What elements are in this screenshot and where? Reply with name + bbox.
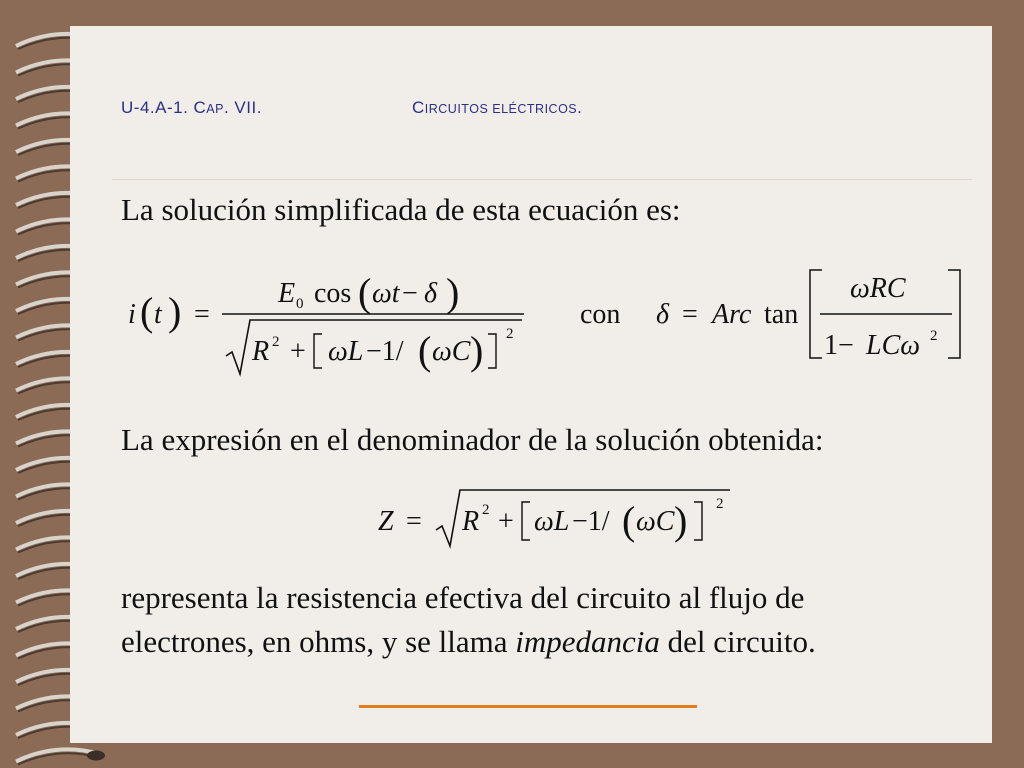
svg-text:−: − (402, 278, 418, 309)
svg-text:R: R (252, 336, 270, 367)
svg-text:): ) (674, 498, 688, 543)
svg-text:1−: 1− (824, 330, 854, 361)
svg-text:ωRC: ωRC (850, 273, 906, 304)
svg-text:i: i (128, 299, 136, 330)
impedancia-term: impedancia (515, 624, 660, 659)
svg-text:+: + (498, 506, 514, 537)
svg-text:2: 2 (506, 326, 514, 342)
svg-text:=: = (406, 506, 422, 537)
denominator-text: La expresión en el denominador de la solución obtenida: (121, 422, 824, 457)
svg-text:ωC: ωC (432, 336, 471, 367)
binding-hole (87, 751, 105, 761)
svg-text:ωt: ωt (372, 278, 400, 309)
svg-text:Arc: Arc (712, 299, 752, 330)
svg-text:ωL: ωL (328, 336, 364, 367)
svg-text:0: 0 (296, 296, 304, 312)
current-equation (118, 262, 538, 382)
svg-text:−1/: −1/ (366, 336, 404, 367)
con-label: con (580, 299, 621, 330)
conclusion-line-1: representa la resistencia efectiva del circuito al flujo de (121, 580, 805, 615)
phase-equation (652, 262, 972, 372)
svg-text:ωC: ωC (636, 506, 675, 537)
svg-text:cos: cos (314, 278, 352, 309)
svg-text:2: 2 (716, 496, 724, 512)
conclusion-line-2: electrones, en ohms, y se llama impedancia del circuito. (121, 624, 816, 659)
svg-text:): ) (470, 328, 484, 373)
slide-title: CIRCUITOS ELÉCTRICOS. (412, 98, 583, 117)
svg-text:(: ( (622, 498, 636, 543)
svg-text:2: 2 (482, 502, 490, 518)
header-divider (112, 179, 972, 180)
svg-text:δ: δ (424, 278, 438, 309)
svg-text:2: 2 (930, 328, 938, 344)
svg-text:E: E (278, 278, 296, 309)
svg-text:−1/: −1/ (572, 506, 610, 537)
svg-text:(: ( (358, 270, 372, 315)
svg-text:=: = (682, 299, 698, 330)
svg-text:tan: tan (764, 299, 799, 330)
impedance-equation (372, 484, 752, 554)
intro-text: La solución simplificada de esta ecuación es: (121, 192, 681, 227)
svg-text:): ) (168, 289, 182, 334)
svg-text:+: + (290, 336, 306, 367)
svg-text:t: t (154, 299, 162, 330)
section-label: U-4.A-1. CAP. VII. (121, 98, 262, 117)
svg-text:δ: δ (656, 299, 670, 330)
accent-underline (359, 705, 697, 708)
svg-text:LCω: LCω (866, 330, 921, 361)
svg-text:ωL: ωL (534, 506, 570, 537)
svg-text:(: ( (140, 289, 154, 334)
svg-text:2: 2 (272, 334, 280, 350)
svg-text:=: = (194, 299, 210, 330)
svg-text:Z: Z (378, 506, 394, 537)
svg-text:): ) (446, 270, 460, 315)
svg-text:(: ( (418, 328, 432, 373)
svg-text:R: R (462, 506, 480, 537)
